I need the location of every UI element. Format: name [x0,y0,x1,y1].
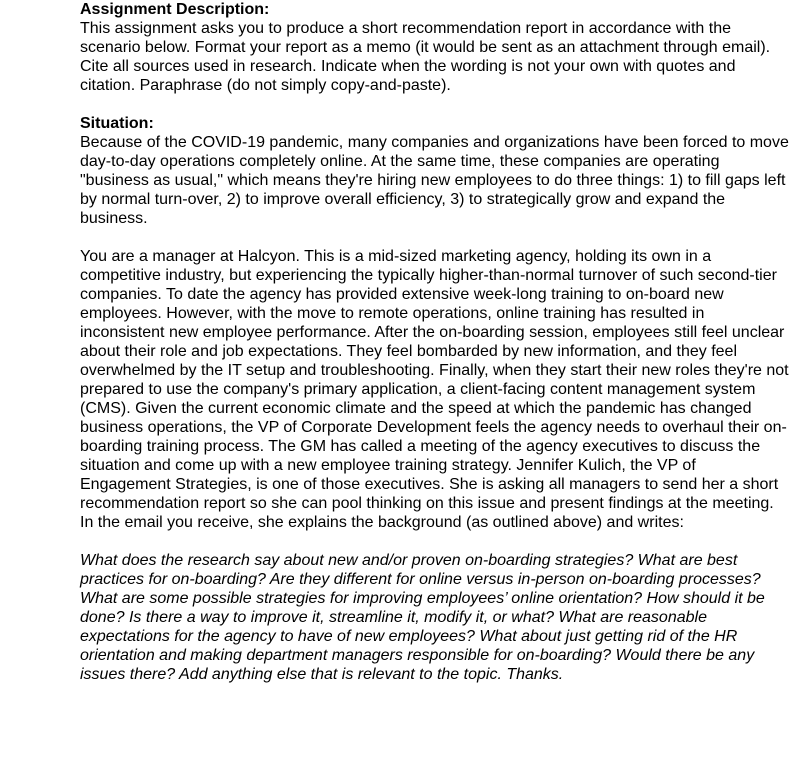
situation-heading: Situation: [80,115,154,132]
situation-paragraph-2: You are a manager at Halcyon. This is a mid-sized marketing agency, holding its own in a competitive industry, but experiencing the typically higher-than-normal turnover of such second-tier companies. To date the agency has provided extensive week-long training to on-board new employees. However, with the move to remote operations, online training has resulted in inconsistent new employee performance. After the on-boarding session, employees still feel unclear about their role and job expectations. They feel bombarded by new information, and they feel overwhelmed by the IT setup and troubleshooting. Finally, when they start their new roles they're not prepared to use the company's primary application, a client-facing content management system (CMS). Given the current economic climate and the speed at which the pandemic has changed business operations, the VP of Corporate Development feels the agency needs to overhaul their on-boarding training process. The GM has called a meeting of the agency executives to discuss the situation and come up with a new employee training strategy. Jennifer Kulich, the VP of Engagement Strategies, is one of those executives. She is asking all managers to send her a short recommendation report so she can pool thinking on this issue and present findings at the meeting. In the email you receive, she explains the background (as outlined above) and writes: [80,248,789,531]
spacer [80,532,790,551]
assignment-description: This assignment asks you to produce a short recommendation report in accordance with the scenario below. Format your report as a memo (it would be sent as an attachment through email). Cite all sources used in research. Indicate when the wording is not your own with quotes and citation. Paraphrase (do not simply copy-and-paste). [80,20,771,94]
situation-paragraph-1: Because of the COVID-19 pandemic, many companies and organizations have been forced to move day-to-day operations completely online. At the same time, these companies are operating "business as usual," which means they're hiring new employees to do three things: 1) to fill gaps left by normal turn-over, 2) to improve overall efficiency, 3) to strategically grow and expand the business. [80,134,789,227]
spacer [80,228,790,247]
document-body [80,0,790,684]
assignment-heading: Assignment Description: [80,1,270,18]
email-quote: What does the research say about new and/or proven on-boarding strategies? What are best practices for on-boarding? Are they different for online versus in-person on-boarding processes? What are some possible strategies for improving employees’ online orientation? How should it be done? Is there a way to improve it, streamline it, modify it, or what? What are reasonable expectations for the agency to have of new employees? What about just getting rid of the HR orientation and making department managers responsible for on-boarding? Would there be any issues there? Add anything else that is relevant to the topic. Thanks. [80,552,765,683]
spacer [80,95,790,114]
